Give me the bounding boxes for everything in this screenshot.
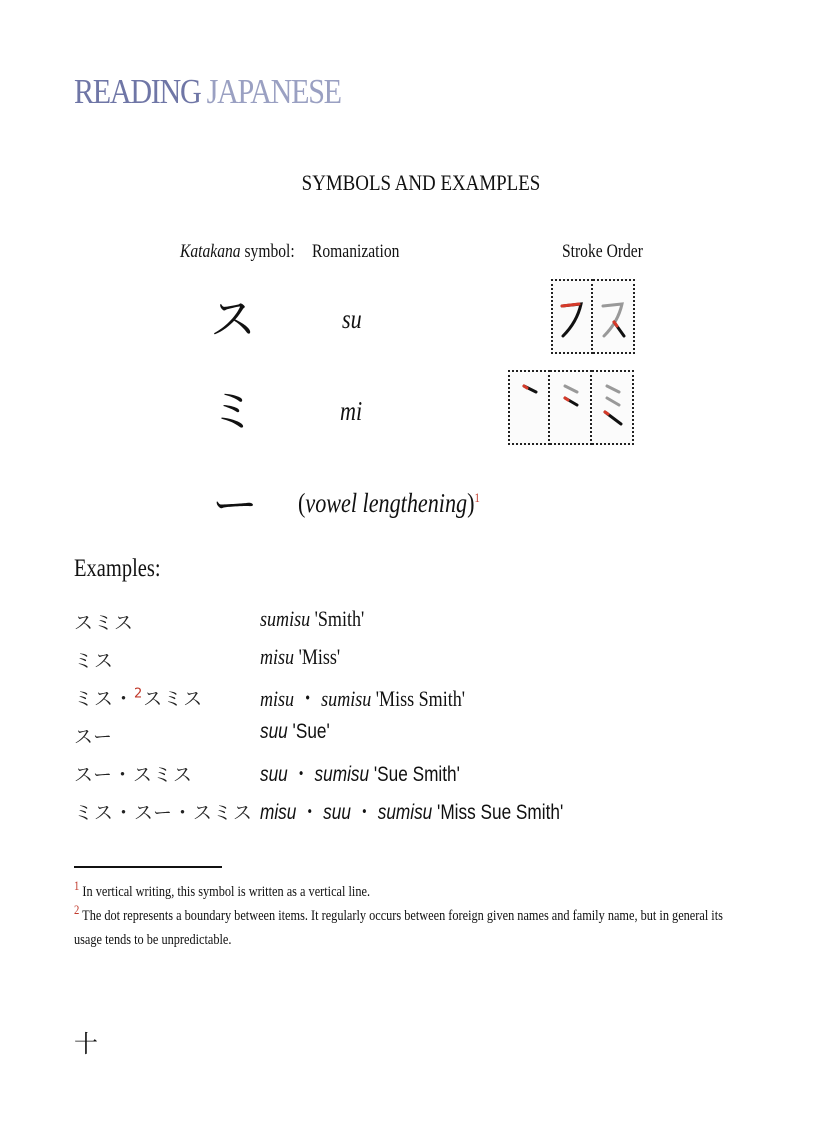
separator: ・	[296, 801, 324, 824]
gloss: 'Sue Smith'	[369, 763, 460, 786]
roman-word: sumisu	[321, 686, 372, 711]
romanization-su: su	[342, 304, 362, 334]
examples-label: Examples:	[74, 555, 161, 582]
katakana-label-rest: symbol:	[240, 241, 295, 262]
footnote-text: The dot represents a boundary between items. It regularly occurs between foreign given names and family name, but in general its usage tends to be unpredictable.	[74, 908, 723, 948]
stroke-box	[550, 370, 592, 445]
roman-word: misu	[260, 644, 295, 669]
romanization-mi: mi	[340, 396, 363, 426]
footnote-1	[74, 880, 746, 904]
roman-word: suu	[260, 763, 288, 786]
roman-word: sumisu	[377, 801, 433, 824]
gloss: 'Sue'	[287, 720, 330, 743]
example-roman-smith	[260, 606, 364, 632]
example-roman-miss-sue-smith	[260, 796, 563, 826]
stroke-box	[593, 279, 635, 354]
page-number: 十	[74, 1030, 98, 1058]
footnote-divider	[74, 866, 222, 868]
title-word-japanese: JAPANESE	[206, 72, 341, 111]
roman-word: suu	[323, 801, 351, 824]
stroke-box	[508, 370, 550, 445]
example-japanese-miss-sue-smith: ミス・スー・スミス	[74, 802, 254, 824]
example-japanese-miss-smith	[74, 684, 203, 711]
footnote-ref-1: 1	[474, 490, 480, 505]
roman-word: suu	[260, 720, 288, 743]
kana-symbol-su: ス	[210, 292, 256, 346]
katakana-column-header	[180, 241, 295, 263]
footnote-2	[74, 904, 746, 952]
romanization-vowel-lengthening	[298, 488, 480, 519]
example-roman-sue-smith	[260, 758, 460, 788]
stroke-su-2-icon	[598, 292, 628, 342]
gloss: 'Miss'	[294, 644, 341, 669]
stroke-su-1-icon	[557, 292, 587, 342]
vowel-lengthening-text: vowel lengthening	[305, 488, 468, 518]
footnote-ref-2: 2	[134, 686, 144, 702]
footnote-mark: 1	[74, 878, 80, 893]
japanese-part: スミス	[143, 688, 204, 710]
example-roman-sue	[260, 720, 330, 744]
page-title	[74, 72, 341, 112]
roman-word: sumisu	[314, 763, 370, 786]
separator: ・	[350, 801, 378, 824]
example-japanese-sue-smith: スー・スミス	[74, 764, 194, 786]
stroke-order-column-header: Stroke Order	[562, 241, 643, 262]
roman-word: sumisu	[260, 606, 311, 631]
separator: ・	[287, 763, 315, 786]
example-japanese-miss: ミス	[74, 650, 115, 672]
romanization-column-header: Romanization	[312, 241, 400, 262]
title-word-reading: READING	[74, 72, 201, 111]
kana-symbol-mi: ミ	[210, 384, 256, 438]
stroke-order-mi	[508, 370, 634, 445]
stroke-box	[592, 370, 634, 445]
stroke-mi-2-icon	[555, 378, 585, 438]
gloss: 'Smith'	[310, 606, 365, 631]
stroke-mi-1-icon	[514, 378, 544, 438]
stroke-mi-3-icon	[597, 378, 627, 438]
japanese-part: ミス・	[74, 688, 135, 710]
footnote-text: In vertical writing, this symbol is written as a vertical line.	[79, 884, 371, 900]
katakana-label-italic: Katakana	[180, 241, 241, 262]
stroke-box	[551, 279, 593, 354]
separator: ・	[294, 686, 322, 711]
example-roman-miss	[260, 644, 340, 670]
kana-symbol-long-vowel: ー	[212, 478, 258, 532]
example-roman-miss-smith	[260, 682, 465, 713]
paren-close: )	[467, 488, 475, 518]
gloss: 'Miss Smith'	[371, 686, 465, 711]
footnote-mark: 2	[74, 902, 80, 917]
example-japanese-sue: スー	[74, 726, 114, 748]
section-title: SYMBOLS AND EXAMPLES	[301, 170, 541, 195]
stroke-order-su	[551, 279, 635, 354]
example-japanese-smith: スミス	[74, 612, 135, 634]
paren-open: (	[298, 488, 306, 518]
roman-word: misu	[260, 686, 295, 711]
roman-word: misu	[260, 801, 297, 824]
gloss: 'Miss Sue Smith'	[432, 801, 564, 824]
